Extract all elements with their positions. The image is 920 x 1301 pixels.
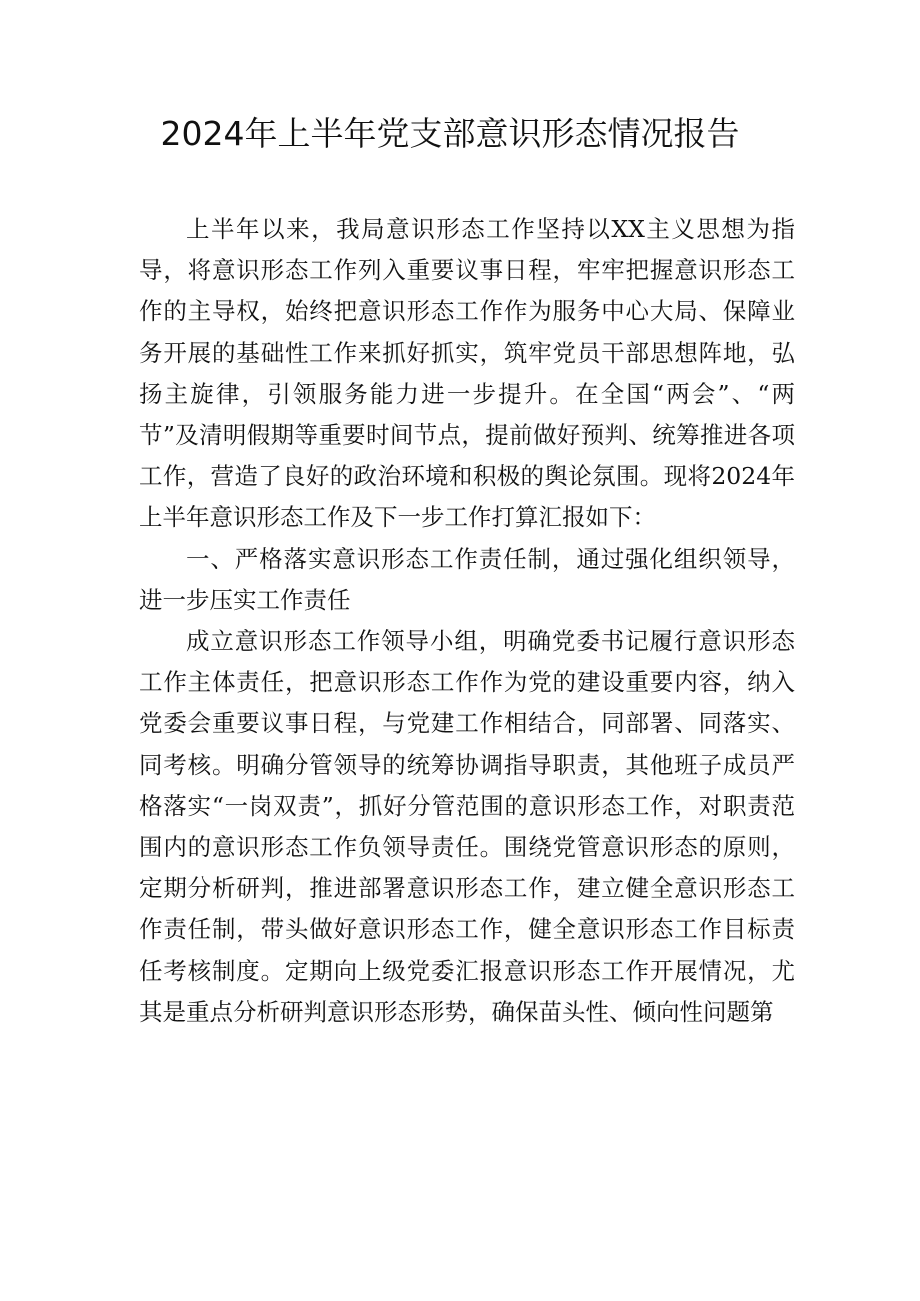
section-heading-1: 一、严格落实意识形态工作责任制，通过强化组织领导，进一步压实工作责任: [139, 544, 795, 614]
paragraph-section-1: 成立意识形态工作领导小组，明确党委书记履行意识形态工作主体责任，把意识形态工作作为党的建设重要内容，纳入党委会重要议事日程，与党建工作相结合，同部署、同落实、同考核。明确分管领导的统筹协调指导职责，其他班子成员严格落实“一岗双责”，抓好分管范围的意识形态工作，对职责范围内的意识形态工作负领导责任。围绕党管意识形态的原则，定期分析研判，推进部署意识形态工作，建立健全意识形态工作责任制，带头做好意识形态工作，健全意识形态工作目标责任考核制度。定期向上级党委汇报意识形态工作开展情况，尤其是重点分析研判意识形态形势，确保苗头性、倾向性问题第: [139, 627, 795, 1026]
document-title: 2024年上半年党支部意识形态情况报告: [160, 114, 740, 153]
paragraph-intro: 上半年以来，我局意识形态工作坚持以XX主义思想为指导，将意识形态工作列入重要议事日程，牢牢把握意识形态工作的主导权，始终把意识形态工作作为服务中心大局、保障业务开展的基础性工作来抓好抓实，筑牢党员干部思想阵地，弘扬主旋律，引领服务能力进一步提升。在全国“两会”、“两节”及清明假期等重要时间节点，提前做好预判、统筹推进各项工作，营造了良好的政治环境和积极的舆论氛围。现将2024年上半年意识形态工作及下一步工作打算汇报如下：: [139, 215, 795, 532]
document-body: [139, 209, 795, 1033]
